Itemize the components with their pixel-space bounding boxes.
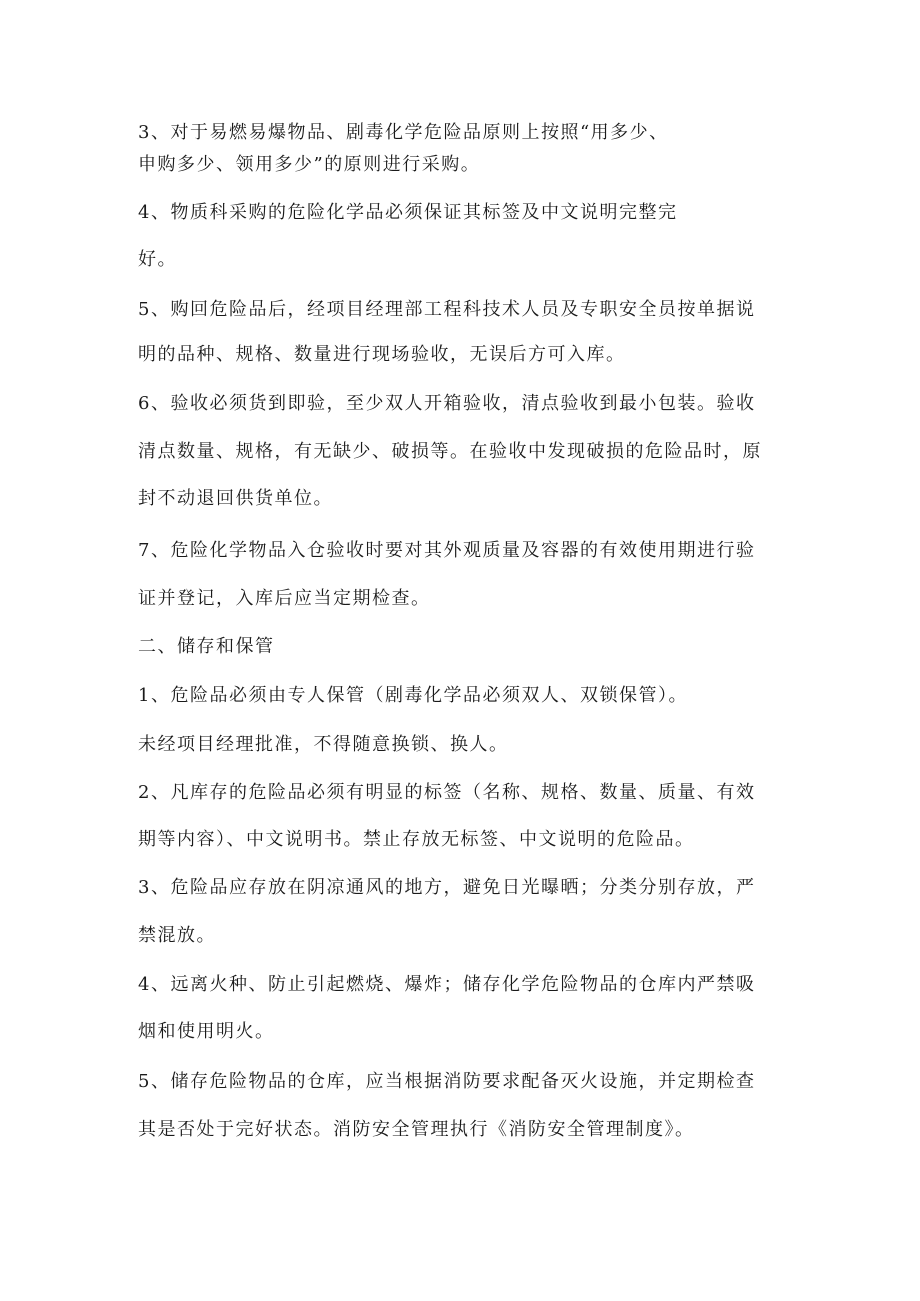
text-line: 明的品种、规格、数量进行现场验收，无误后方可入库。 [138,344,626,365]
text-line: 禁混放。 [138,925,216,946]
text-line: 2、凡库存的危险品必须有明显的标签（名称、规格、数量、质量、有效 [138,782,756,803]
section-heading: 二、储存和保管 [138,636,275,657]
text-line: 期等内容）、中文说明书。禁止存放无标签、中文说明的危险品。 [138,829,695,850]
text-line: 封不动退回供货单位。 [138,488,333,509]
text-line: 5、储存危险物品的仓库，应当根据消防要求配备灭火设施，并定期检查 [138,1071,756,1092]
text-line: 未经项目经理批准，不得随意换锁、换人。 [138,734,509,755]
text-line: 5、购回危险品后，经项目经理部工程科技术人员及专职安全员按单据说 [138,299,756,320]
text-line: 证并登记，入库后应当定期检查。 [138,588,431,609]
text-line: 4、物质科采购的危险化学品必须保证其标签及中文说明完整完 [138,202,678,223]
text-line: 3、对于易燃易爆物品、剧毒化学危险品原则上按照“用多少、 [138,122,669,143]
text-line: 烟和使用明火。 [138,1021,275,1042]
text-line: 6、验收必须货到即验，至少双人开箱验收，清点验收到最小包装。验收 [138,393,756,414]
text-line: 3、危险品应存放在阴凉通风的地方，避免日光曝晒；分类分别存放，严 [138,877,756,898]
text-line: 7、危险化学物品入仓验收时要对其外观质量及容器的有效使用期进行验 [138,540,756,561]
text-line: 申购多少、领用多少”的原则进行采购。 [138,154,481,175]
text-line: 其是否处于完好状态。消防安全管理执行《消防安全管理制度》。 [138,1119,695,1140]
text-line: 清点数量、规格，有无缺少、破损等。在验收中发现破损的危险品时，原 [138,441,762,462]
text-line: 好。 [138,249,177,270]
text-line: 1、危险品必须由专人保管（剧毒化学品必须双人、双锁保管）。 [138,685,688,706]
text-line: 4、远离火种、防止引起燃烧、爆炸；储存化学危险物品的仓库内严禁吸 [138,974,756,995]
